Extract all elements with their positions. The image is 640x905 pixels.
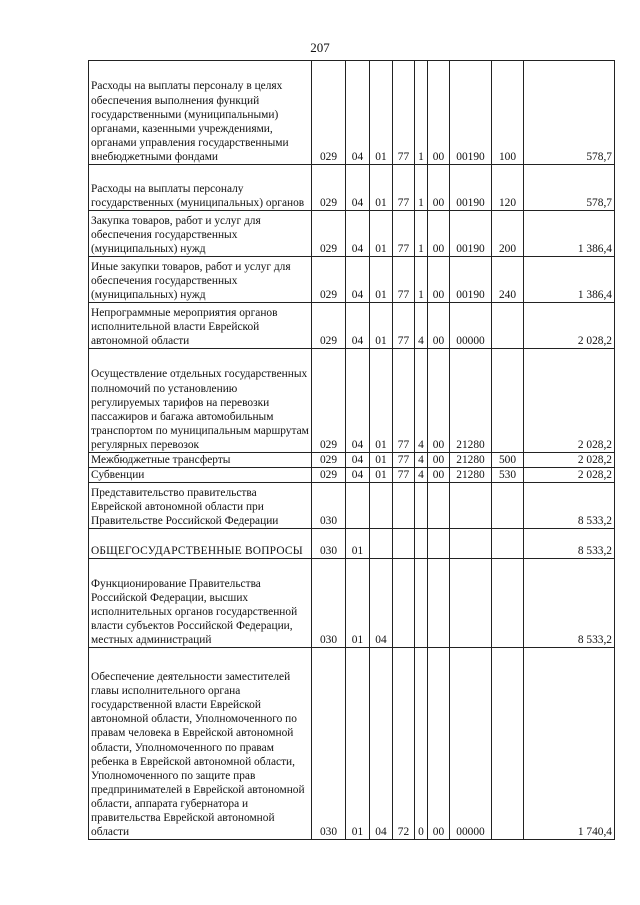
row-name: Закупка товаров, работ и услуг для обеспечения государственных (муниципальных) нужд — [89, 211, 312, 257]
table-row — [89, 165, 615, 211]
amount: 578,7 — [524, 165, 615, 211]
row-name: Непрограммные мероприятия органов исполнительной власти Еврейской автономной области — [89, 303, 312, 349]
ved-code: 030 — [312, 648, 346, 840]
table-row — [89, 303, 615, 349]
expense-type-code: 530 — [492, 468, 524, 483]
section-code: 04 — [346, 303, 370, 349]
target-article-part4 — [450, 483, 492, 529]
target-article-part4: 00190 — [450, 61, 492, 165]
expense-type-code — [492, 529, 524, 559]
table-row — [89, 453, 615, 468]
ved-code: 030 — [312, 483, 346, 529]
target-article-part1: 77 — [393, 468, 415, 483]
section-code: 04 — [346, 453, 370, 468]
subsection-code: 04 — [370, 559, 393, 648]
amount: 2 028,2 — [524, 468, 615, 483]
ved-code: 029 — [312, 211, 346, 257]
target-article-part3 — [428, 559, 450, 648]
target-article-part4 — [450, 559, 492, 648]
subsection-code: 01 — [370, 453, 393, 468]
ved-code: 029 — [312, 165, 346, 211]
ved-code: 029 — [312, 453, 346, 468]
subsection-code — [370, 529, 393, 559]
expense-type-code — [492, 483, 524, 529]
target-article-part1: 77 — [393, 61, 415, 165]
target-article-part1 — [393, 483, 415, 529]
target-article-part4: 00190 — [450, 257, 492, 303]
expense-type-code: 120 — [492, 165, 524, 211]
target-article-part3: 00 — [428, 257, 450, 303]
target-article-part4: 21280 — [450, 453, 492, 468]
amount: 2 028,2 — [524, 453, 615, 468]
target-article-part3: 00 — [428, 468, 450, 483]
table-row — [89, 61, 615, 165]
amount: 1 386,4 — [524, 211, 615, 257]
table-row — [89, 529, 615, 559]
subsection-code: 01 — [370, 211, 393, 257]
amount: 8 533,2 — [524, 529, 615, 559]
amount: 8 533,2 — [524, 559, 615, 648]
table-row — [89, 483, 615, 529]
ved-code: 029 — [312, 468, 346, 483]
expense-type-code — [492, 349, 524, 453]
target-article-part2: 0 — [415, 648, 428, 840]
subsection-code: 01 — [370, 303, 393, 349]
target-article-part1 — [393, 559, 415, 648]
ved-code: 029 — [312, 303, 346, 349]
target-article-part3: 00 — [428, 165, 450, 211]
subsection-code: 01 — [370, 257, 393, 303]
table-row — [89, 648, 615, 840]
amount: 1 740,4 — [524, 648, 615, 840]
target-article-part4: 00000 — [450, 648, 492, 840]
amount: 578,7 — [524, 61, 615, 165]
table-row — [89, 559, 615, 648]
target-article-part1 — [393, 529, 415, 559]
row-name: Представительство правительства Еврейской автономной области при Правительстве Российской Федерации — [89, 483, 312, 529]
target-article-part1: 77 — [393, 165, 415, 211]
ved-code: 030 — [312, 559, 346, 648]
page-number: 207 — [310, 40, 330, 55]
section-code: 04 — [346, 211, 370, 257]
target-article-part4: 21280 — [450, 349, 492, 453]
target-article-part1: 77 — [393, 303, 415, 349]
target-article-part3 — [428, 483, 450, 529]
amount: 2 028,2 — [524, 303, 615, 349]
ved-code: 029 — [312, 349, 346, 453]
target-article-part4: 21280 — [450, 468, 492, 483]
target-article-part2: 1 — [415, 211, 428, 257]
section-code: 01 — [346, 648, 370, 840]
expense-type-code: 240 — [492, 257, 524, 303]
target-article-part2 — [415, 483, 428, 529]
target-article-part1: 77 — [393, 211, 415, 257]
target-article-part2: 4 — [415, 468, 428, 483]
target-article-part4 — [450, 529, 492, 559]
subsection-code: 04 — [370, 648, 393, 840]
target-article-part3: 00 — [428, 453, 450, 468]
expense-type-code: 500 — [492, 453, 524, 468]
target-article-part2: 4 — [415, 453, 428, 468]
row-name: Расходы на выплаты персоналу в целях обеспечения выполнения функций государственными (муниципальными) органами, казенными учреждениями, органами управления государственными внебюджетными фондами — [89, 61, 312, 165]
amount: 2 028,2 — [524, 349, 615, 453]
row-name: Иные закупки товаров, работ и услуг для обеспечения государственных (муниципальных) нужд — [89, 257, 312, 303]
section-code: 04 — [346, 165, 370, 211]
row-name: ОБЩЕГОСУДАРСТВЕННЫЕ ВОПРОСЫ — [89, 529, 312, 559]
subsection-code: 01 — [370, 349, 393, 453]
subsection-code — [370, 483, 393, 529]
target-article-part1: 77 — [393, 257, 415, 303]
amount: 1 386,4 — [524, 257, 615, 303]
budget-table — [88, 60, 615, 840]
section-code: 04 — [346, 61, 370, 165]
target-article-part1: 77 — [393, 453, 415, 468]
ved-code: 029 — [312, 257, 346, 303]
subsection-code: 01 — [370, 165, 393, 211]
subsection-code: 01 — [370, 468, 393, 483]
expense-type-code — [492, 559, 524, 648]
table-row — [89, 257, 615, 303]
table-row — [89, 349, 615, 453]
target-article-part3: 00 — [428, 648, 450, 840]
target-article-part1: 77 — [393, 349, 415, 453]
target-article-part3: 00 — [428, 211, 450, 257]
target-article-part2: 1 — [415, 61, 428, 165]
subsection-code: 01 — [370, 61, 393, 165]
section-code: 04 — [346, 468, 370, 483]
target-article-part2: 4 — [415, 303, 428, 349]
section-code: 04 — [346, 257, 370, 303]
target-article-part2 — [415, 529, 428, 559]
table-row — [89, 468, 615, 483]
section-code — [346, 483, 370, 529]
section-code: 01 — [346, 559, 370, 648]
target-article-part2: 1 — [415, 257, 428, 303]
target-article-part3 — [428, 529, 450, 559]
table-row — [89, 211, 615, 257]
ved-code: 030 — [312, 529, 346, 559]
expense-type-code — [492, 303, 524, 349]
amount: 8 533,2 — [524, 483, 615, 529]
row-name: Функционирование Правительства Российской Федерации, высших исполнительных органов государственной власти субъектов Российской Федерации, местных администраций — [89, 559, 312, 648]
ved-code: 029 — [312, 61, 346, 165]
target-article-part4: 00190 — [450, 165, 492, 211]
target-article-part2: 4 — [415, 349, 428, 453]
target-article-part3: 00 — [428, 349, 450, 453]
target-article-part4: 00000 — [450, 303, 492, 349]
target-article-part2: 1 — [415, 165, 428, 211]
expense-type-code: 200 — [492, 211, 524, 257]
section-code: 01 — [346, 529, 370, 559]
row-name: Осуществление отдельных государственных полномочий по установлению регулируемых тарифов на перевозки пассажиров и багажа автомобильным транспортом по муниципальным маршрутам регулярных перевозок — [89, 349, 312, 453]
section-code: 04 — [346, 349, 370, 453]
target-article-part4: 00190 — [450, 211, 492, 257]
expense-type-code: 100 — [492, 61, 524, 165]
target-article-part3: 00 — [428, 61, 450, 165]
target-article-part2 — [415, 559, 428, 648]
row-name: Расходы на выплаты персоналу государственных (муниципальных) органов — [89, 165, 312, 211]
expense-type-code — [492, 648, 524, 840]
target-article-part1: 72 — [393, 648, 415, 840]
row-name: Обеспечение деятельности заместителей главы исполнительного органа государственной власти Еврейской автономной области, Уполномоченного по правам человека в Еврейской автономной области, Уполномоченного по правам ребенка в Еврейской автономной области, Уполномоченного по защите прав предпринимателей в Еврейской автономной области, аппарата губернатора и правительства Еврейской автономной области — [89, 648, 312, 840]
row-name: Межбюджетные трансферты — [89, 453, 312, 468]
target-article-part3: 00 — [428, 303, 450, 349]
row-name: Субвенции — [89, 468, 312, 483]
